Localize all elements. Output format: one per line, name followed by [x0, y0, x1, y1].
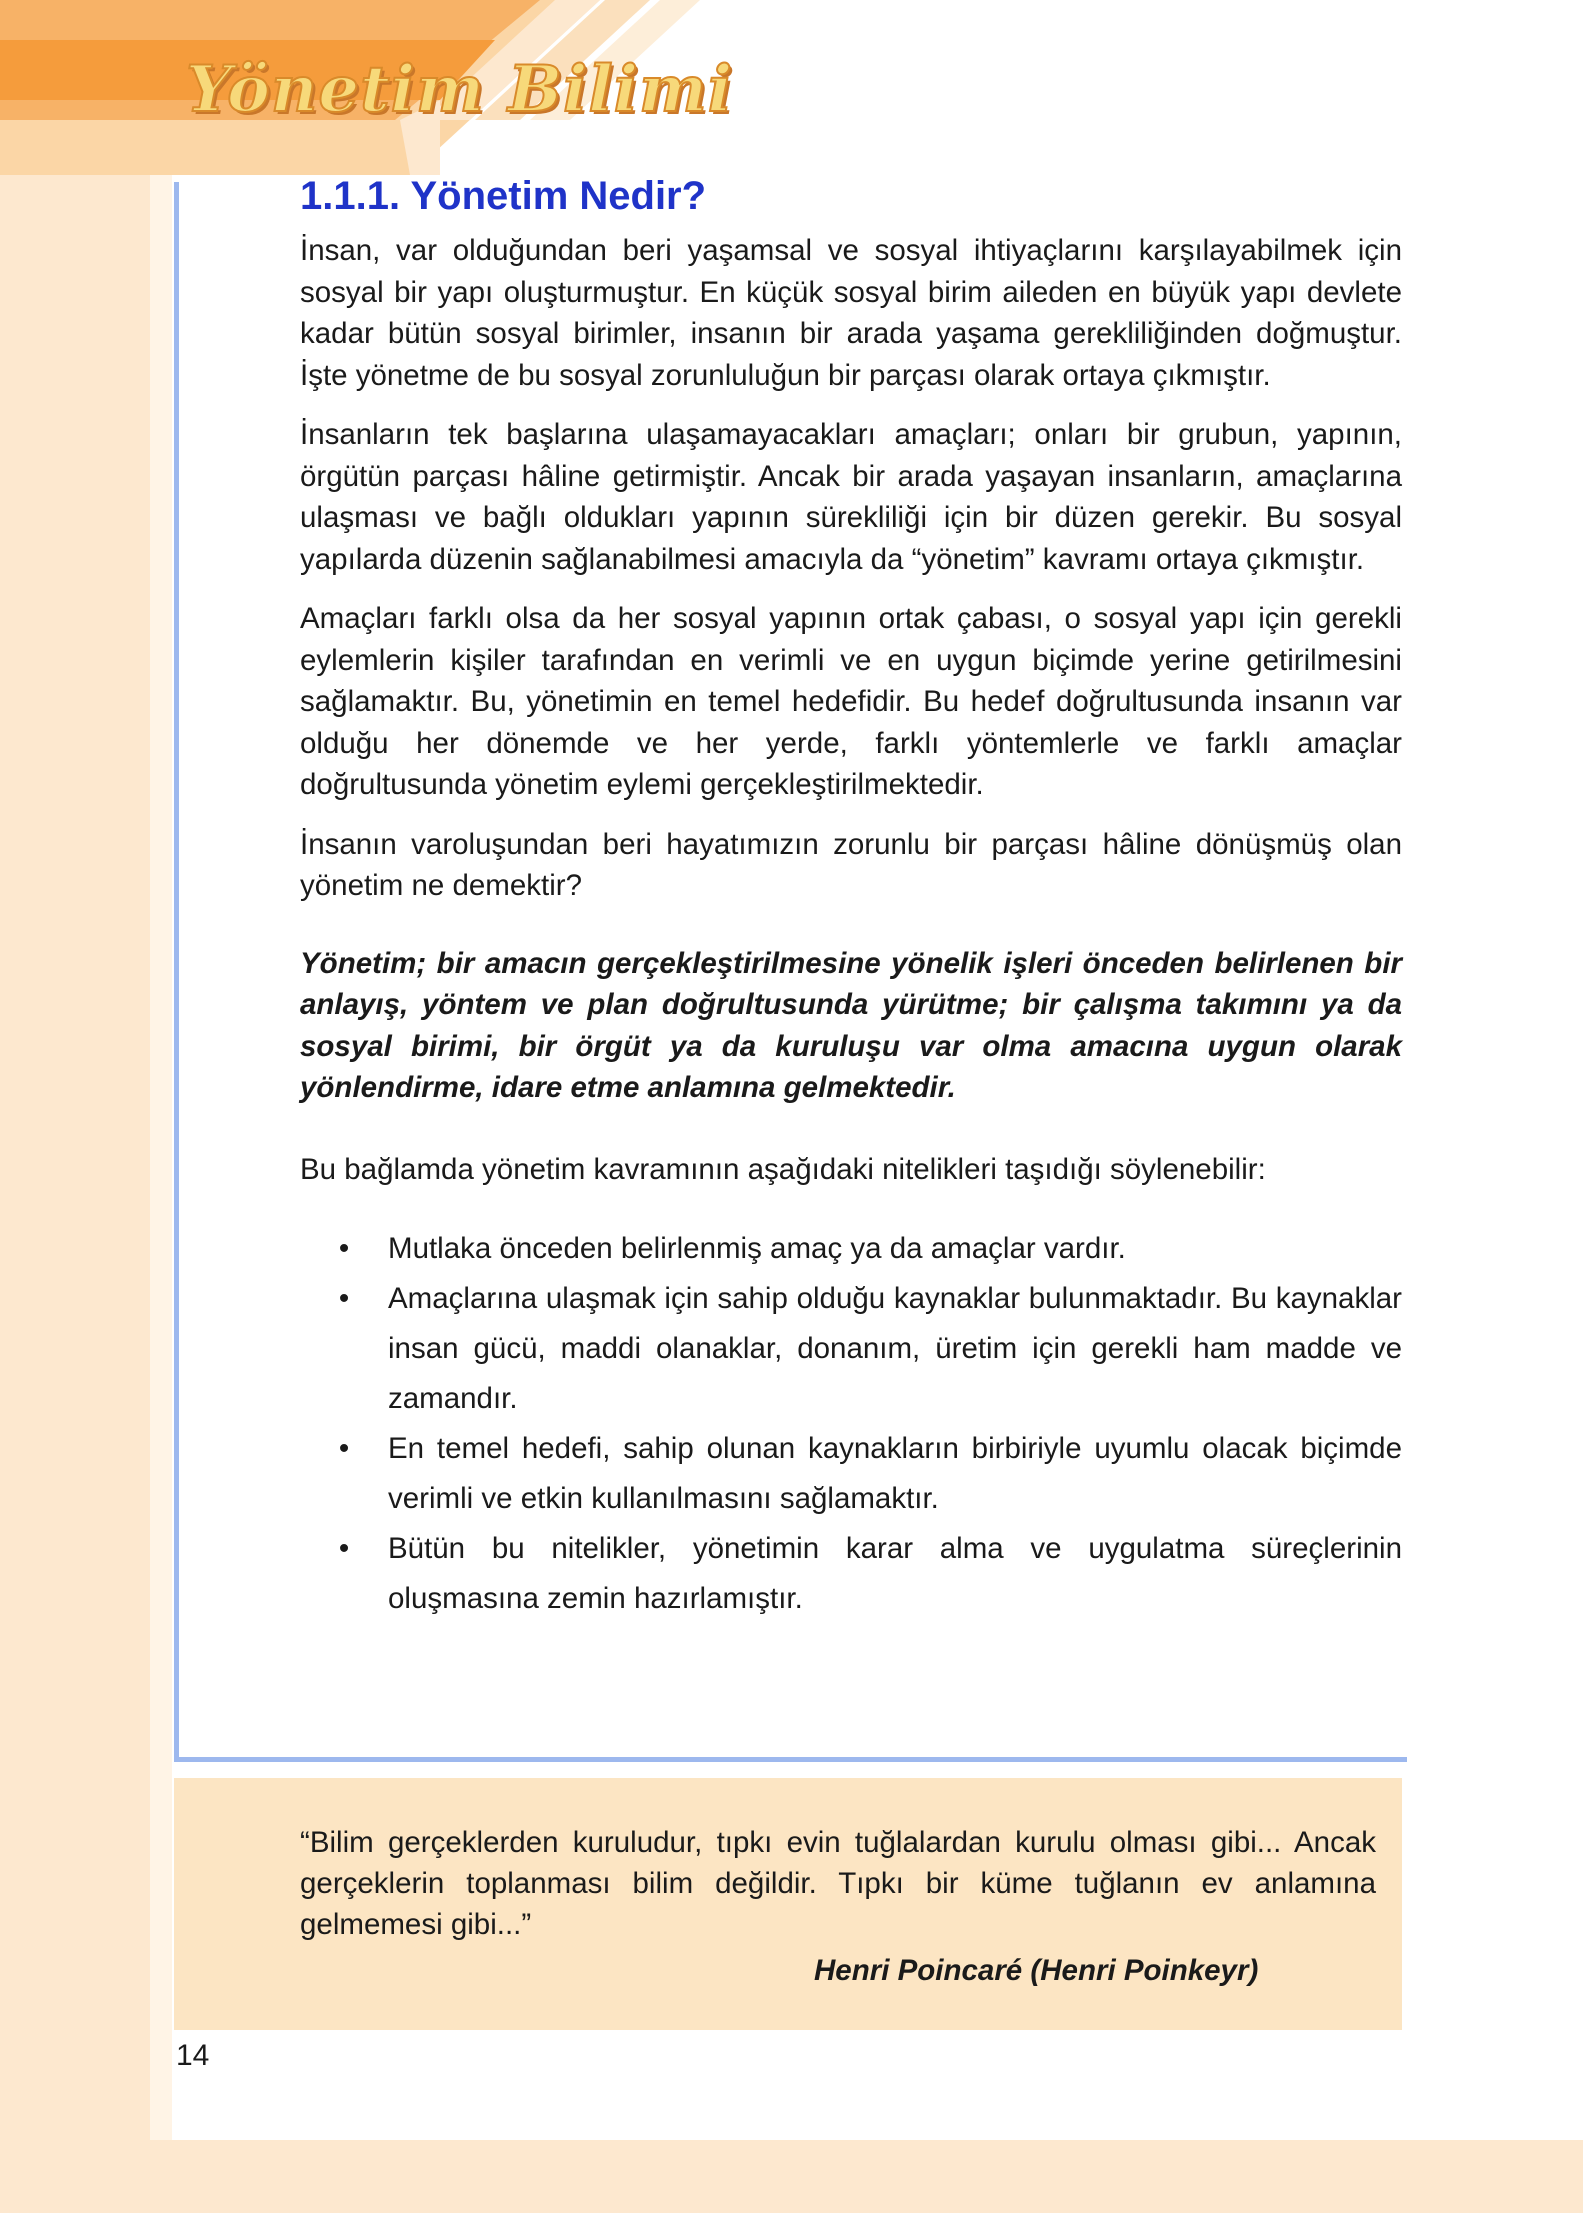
header-title: Yönetim Bilimi	[186, 52, 733, 127]
bullet-icon: •	[338, 1432, 350, 1465]
bullet-icon: •	[338, 1232, 350, 1265]
paragraph: İnsanların tek başlarına ulaşamayacakları amaçları; onları bir grubun, yapının, örgütün parçası hâline getirmiştir. Ancak bir arada yaşayan insanların, amaçlarına ulaşması ve bağlı oldukları yapının sürekliliği için bir düzen gerekir. Bu sosyal yapılarda düzenin sağlanabilmesi amacıyla da “yönetim” kavramı ortaya çıkmıştır.	[300, 418, 1402, 576]
quote-box	[174, 1778, 1402, 2030]
left-margin-stripe	[0, 0, 150, 2213]
left-margin-inner-stripe	[150, 0, 172, 2213]
characteristics-list	[300, 1224, 1402, 1624]
list-item-text: Mutlaka önceden belirlenmiş amaç ya da amaçlar vardır.	[388, 1232, 1126, 1265]
list-item-text: Bütün bu nitelikler, yönetimin karar alma ve uygulatma süreçlerinin oluşmasına zemin hazırlamıştır.	[388, 1532, 1402, 1615]
definition-text: Yönetim; bir amacın gerçekleştirilmesine yönelik işleri önceden belirlenen bir anlayış, yöntem ve plan doğrultusunda yürütme; bir çalışma takımını ya da sosyal birimi, bir örgüt ya da kuruluşu var olma amacına uygun olarak yönlendirme, idare etme anlamına gelmektedir.	[300, 946, 1402, 1104]
list-intro: Bu bağlamda yönetim kavramının aşağıdaki nitelikleri taşıdığı söylenebilir:	[300, 1152, 1266, 1186]
page-number: 14	[176, 2039, 210, 2072]
quote-author: Henri Poincaré (Henri Poinkeyr)	[814, 1954, 1259, 1987]
bullet-icon: •	[338, 1532, 350, 1565]
quote-text: “Bilim gerçeklerden kuruludur, tıpkı evin tuğlalardan kurulu olması gibi... Ancak gerçeklerin toplanması bilim değildir. Tıpkı bir küme tuğlanın ev anlamına gelmemesi gibi...”	[300, 1826, 1376, 1941]
list-item	[300, 1274, 1402, 1424]
list-item-text: En temel hedefi, sahip olunan kaynakların birbiriyle uyumlu olacak biçimde verimli ve etkin kullanılmasını sağlamaktır.	[388, 1432, 1402, 1515]
bullet-icon: •	[338, 1282, 350, 1315]
list-item-text: Amaçlarına ulaşmak için sahip olduğu kaynaklar bulunmaktadır. Bu kaynaklar insan gücü, maddi olanaklar, donanım, üretim için gerekli ham madde ve zamandır.	[388, 1282, 1402, 1415]
paragraph: İnsan, var olduğundan beri yaşamsal ve sosyal ihtiyaçlarını karşılayabilmek için sosyal bir yapı oluşturmuştur. En küçük sosyal birim aileden en büyük yapı devlete kadar bütün sosyal birimler, insanın bir arada yaşama gerekliliğinden doğmuştur. İşte yönetme de bu sosyal zorunluluğun bir parçası olarak ortaya çıkmıştır.	[300, 234, 1402, 392]
list-item	[300, 1224, 1402, 1274]
list-item	[300, 1424, 1402, 1524]
paragraph: Amaçları farklı olsa da her sosyal yapının ortak çabası, o sosyal yapı için gerekli eylemlerin kişiler tarafından en verimli ve en uygun biçimde yerine getirilmesini sağlamaktır. Bu, yönetimin en temel hedefidir. Bu hedef doğrultusunda insanın var olduğu her dönemde ve her yerde, farklı yöntemlerle ve farklı amaçlar doğrultusunda yönetim eylemi gerçekleştirilmektedir.	[300, 602, 1402, 801]
section-title: 1.1.1. Yönetim Nedir?	[300, 174, 707, 218]
paragraph: İnsanın varoluşundan beri hayatımızın zorunlu bir parçası hâline dönüşmüş olan yönetim ne demektir?	[300, 827, 1402, 902]
main-content	[300, 170, 1402, 1624]
footer-band	[0, 2140, 1583, 2213]
list-item	[300, 1524, 1402, 1624]
